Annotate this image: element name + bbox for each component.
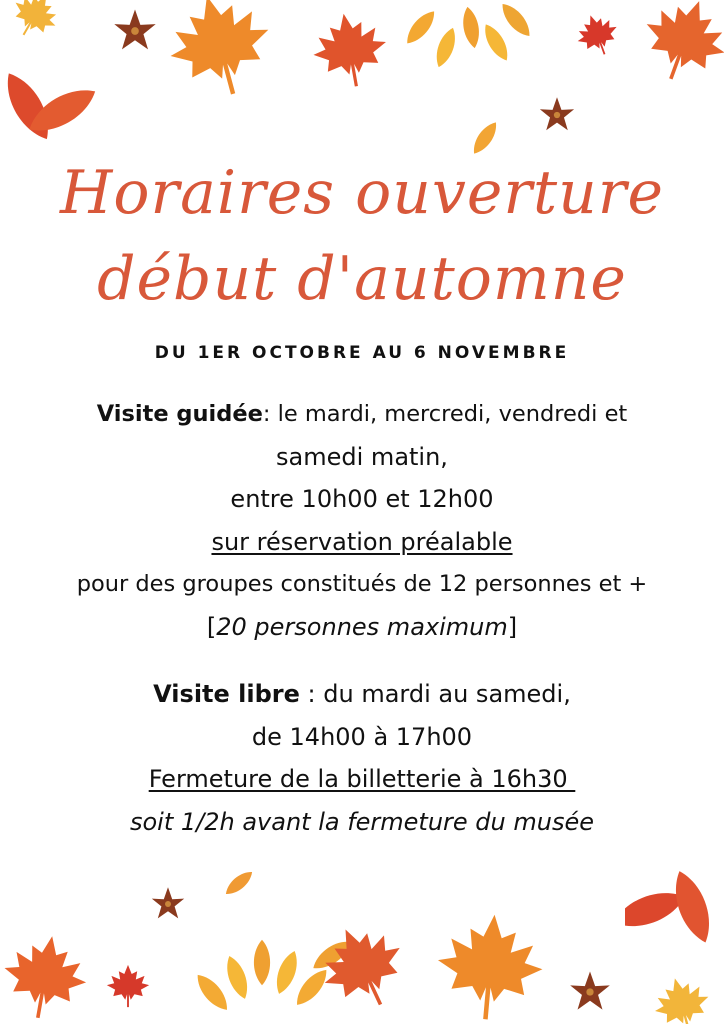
maple-leaf-icon: [640, 0, 724, 85]
title-line-1: Horaires ouverture: [60, 158, 664, 228]
bracket-close: ]: [507, 612, 518, 641]
guided-visit-groups: pour des groupes constitués de 12 personnes et +: [76, 571, 648, 597]
maple-leaf-icon: [420, 910, 560, 1024]
page-title: [0, 150, 724, 322]
guided-visit-max: [0, 606, 724, 649]
bracket-open: [: [206, 612, 217, 641]
ticket-office-closing-line: [0, 758, 724, 801]
red-leaf-icon: [575, 5, 620, 65]
star-anise-icon: [568, 970, 612, 1014]
rowan-leaf-icon: [300, 0, 540, 100]
red-leaf-icon: [625, 862, 724, 962]
guided-visit-max-text: 20 personnes maximum: [216, 612, 508, 641]
maple-leaf-icon: [640, 975, 724, 1024]
star-anise-icon: [150, 886, 186, 922]
maple-leaf-icon: [0, 930, 90, 1024]
guided-visit-section: [0, 393, 724, 648]
guided-visit-days: le mardi, mercredi, vendredi et: [270, 401, 628, 427]
guided-visit-colon: :: [262, 401, 271, 427]
free-visit-hours: de 14h00 à 17h00: [251, 722, 473, 751]
maple-leaf-icon: [318, 922, 408, 1012]
star-anise-icon: [538, 96, 576, 134]
closing-note-line: [0, 801, 724, 844]
red-leaf-icon: [222, 865, 256, 901]
free-visit-line-1: [0, 673, 724, 716]
date-range-subtitle: DU 1ER OCTOBRE AU 6 NOVEMBRE: [154, 343, 570, 363]
guided-visit-heading: Visite guidée: [96, 401, 263, 427]
guided-visit-line-2: samedi matin,: [276, 442, 448, 471]
title-line-2: début d'automne: [97, 244, 627, 314]
maple-leaf-icon: [160, 0, 280, 100]
guided-visit-line-1: [0, 393, 724, 436]
free-visit-section: [0, 673, 724, 843]
closing-note: soit 1/2h avant la fermeture du musée: [129, 807, 595, 836]
guided-visit-hours: entre 10h00 et 12h00: [230, 485, 494, 513]
red-leaf-icon: [0, 60, 100, 160]
ticket-office-closing: Fermeture de la billetterie à 16h30: [148, 765, 576, 793]
guided-visit-reservation-line: [0, 521, 724, 564]
free-visit-days: : du mardi au samedi,: [299, 680, 571, 708]
maple-leaf-icon: [0, 0, 70, 40]
free-visit-heading: Visite libre: [153, 680, 300, 708]
guided-visit-reservation: sur réservation préalable: [211, 527, 513, 556]
red-leaf-icon: [105, 955, 151, 1017]
star-anise-icon: [112, 8, 158, 54]
